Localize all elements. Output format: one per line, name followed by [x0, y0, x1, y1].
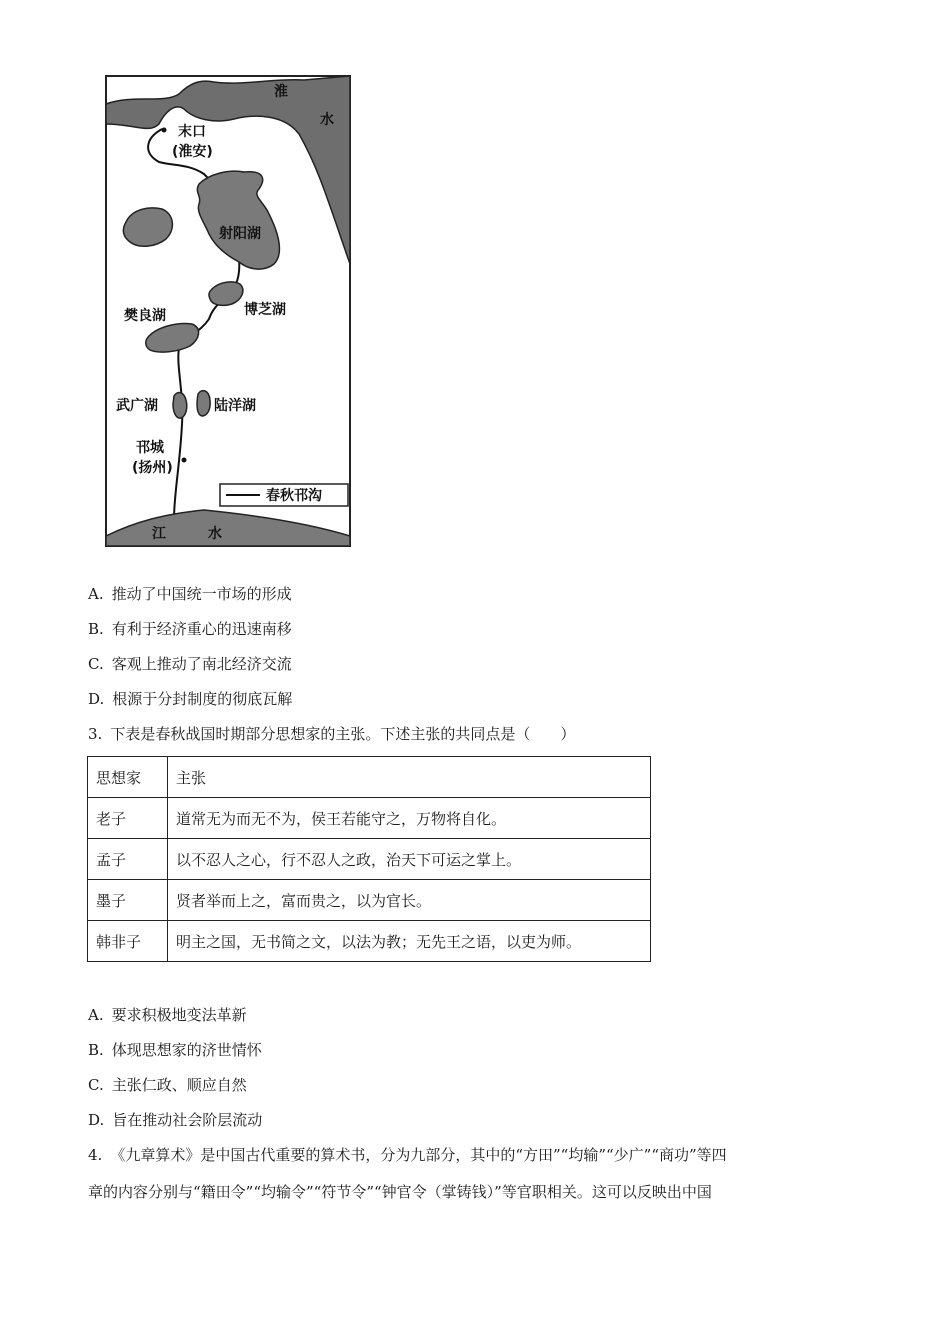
label-wuguang: 武广湖	[116, 398, 158, 414]
table-header-cell: 思想家	[88, 757, 168, 798]
q3-option-c[interactable]	[88, 1074, 247, 1096]
table-row	[88, 880, 651, 921]
question-text: 《九章算术》是中国古代重要的算术书，分为九部分，其中的“方田”“均输”“少广”“商功”等四	[110, 1146, 727, 1164]
option-letter: A.	[88, 585, 104, 603]
question-number: 4.	[88, 1146, 103, 1164]
option-letter: B.	[88, 1041, 104, 1059]
label-luyang: 陆洋湖	[214, 398, 256, 414]
option-letter: C.	[88, 655, 104, 673]
thinkers-table	[87, 756, 651, 962]
option-text: 体现思想家的济世情怀	[111, 1041, 262, 1059]
table-cell: 道常无为而无不为，侯王若能守之，万物将自化。	[168, 798, 651, 839]
q2-option-b[interactable]	[88, 618, 292, 640]
q3-stem	[88, 723, 575, 745]
q2-option-d[interactable]	[88, 688, 292, 710]
q3-option-a[interactable]	[88, 1004, 247, 1026]
table-header-row	[88, 757, 651, 798]
option-letter: D.	[88, 1111, 105, 1129]
option-letter: B.	[88, 620, 104, 638]
table-cell: 孟子	[88, 839, 168, 880]
option-letter: C.	[88, 1076, 104, 1094]
legend-label: 春秋邗沟	[266, 488, 322, 504]
q2-option-a[interactable]	[88, 583, 292, 605]
label-sheyang: 射阳湖	[219, 226, 261, 242]
table-cell: 贤者举而上之，富而贵之，以为官长。	[168, 880, 651, 921]
option-text: 客观上推动了南北经济交流	[111, 655, 292, 673]
table-header-cell: 主张	[168, 757, 651, 798]
label-huai: 淮	[274, 84, 288, 100]
option-text: 主张仁政、顺应自然	[111, 1076, 247, 1094]
canal-map-svg	[104, 74, 356, 550]
table-row	[88, 921, 651, 962]
label-huaian: (淮安)	[172, 144, 213, 160]
label-mokou: 末口	[178, 124, 206, 140]
table-row	[88, 798, 651, 839]
option-letter: D.	[88, 690, 105, 708]
option-text: 旨在推动社会阶层流动	[112, 1111, 263, 1129]
label-yangzhou: (扬州)	[132, 460, 173, 476]
table-cell: 韩非子	[88, 921, 168, 962]
label-hancheng: 邗城	[136, 440, 164, 456]
question-number: 3.	[88, 725, 103, 743]
table-cell: 老子	[88, 798, 168, 839]
option-text: 推动了中国统一市场的形成	[111, 585, 292, 603]
table-row	[88, 839, 651, 880]
q4-stem-line1	[88, 1144, 868, 1166]
option-text: 有利于经济重心的迅速南移	[111, 620, 292, 638]
q3-option-d[interactable]	[88, 1109, 262, 1131]
q2-option-c[interactable]	[88, 653, 292, 675]
option-letter: A.	[88, 1006, 104, 1024]
mokou-dot	[162, 128, 167, 133]
option-text: 要求积极地变法革新	[111, 1006, 247, 1024]
canal-map	[104, 74, 356, 550]
q3-option-b[interactable]	[88, 1039, 262, 1061]
table-cell: 明主之国，无书简之文，以法为教；无先王之语，以吏为师。	[168, 921, 651, 962]
wuguang-lake	[173, 393, 187, 419]
hancheng-dot	[182, 458, 187, 463]
label-shui-bottom: 水	[208, 526, 222, 542]
label-shui-top: 水	[320, 112, 334, 128]
option-text: 根源于分封制度的彻底瓦解	[112, 690, 293, 708]
table-cell: 以不忍人之心，行不忍人之政，治天下可运之掌上。	[168, 839, 651, 880]
label-bozhi: 博芝湖	[244, 302, 286, 318]
question-text: 下表是春秋战国时期部分思想家的主张。下述主张的共同点是（ ）	[110, 725, 576, 743]
label-jiang: 江	[152, 526, 166, 542]
q4-stem-line2: 章的内容分别与“籍田令”“均输令”“符节令”“钟官令（掌铸钱）”等官职相关。这可以反映出中国	[88, 1183, 712, 1201]
label-fanliang: 樊良湖	[124, 308, 166, 324]
luyang-lake	[197, 391, 210, 416]
table-cell: 墨子	[88, 880, 168, 921]
